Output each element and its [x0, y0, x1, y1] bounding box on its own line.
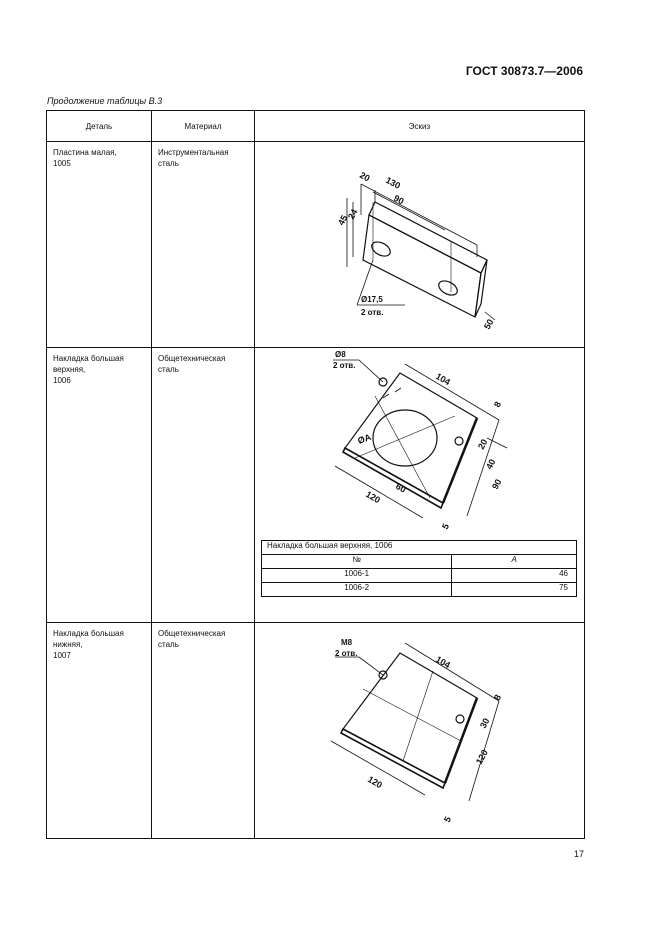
variant-a-value: 75	[452, 583, 577, 597]
hole-diameter: Ø8	[335, 350, 346, 359]
sketch-cell	[255, 142, 585, 348]
dim-30: 30	[477, 716, 492, 730]
dim-40: 40	[483, 457, 498, 471]
standard-number: ГОСТ 30873.7—2006	[465, 64, 583, 78]
material-cell	[152, 623, 255, 839]
dim-120-vertical: 120	[473, 747, 490, 766]
material-line: Общетехническая	[158, 629, 226, 638]
dim-104: 104	[434, 654, 453, 671]
dim-5: 5	[441, 814, 454, 824]
table-row	[262, 569, 577, 583]
plate-small-sketch	[255, 142, 585, 347]
plate-large-lower-sketch	[255, 623, 585, 837]
dim-120: 120	[364, 489, 383, 506]
detail-cell	[47, 348, 152, 623]
variants-table-title: Накладка большая верхняя, 1006	[262, 541, 577, 555]
detail-line: Накладка большая	[53, 354, 124, 363]
variant-id: 1006-2	[262, 583, 452, 597]
dim-5: 5	[439, 521, 452, 531]
hole-count: 2 отв.	[335, 649, 358, 658]
detail-line: 1005	[53, 159, 71, 168]
table-row	[47, 348, 585, 623]
detail-cell	[47, 142, 152, 348]
material-line: Общетехническая	[158, 354, 226, 363]
sketch-cell	[255, 623, 585, 839]
table-row	[47, 142, 585, 348]
detail-line: нижняя,	[53, 640, 83, 649]
dim-104: 104	[434, 371, 453, 388]
material-line: сталь	[158, 640, 179, 649]
table-caption: Продолжение таблицы В.3	[47, 96, 163, 106]
dim-120-horizontal: 120	[366, 774, 385, 791]
variants-header-a: A	[452, 555, 577, 569]
material-cell	[152, 142, 255, 348]
material-cell	[152, 348, 255, 623]
col-sketch: Эскиз	[255, 111, 585, 142]
detail-line: верхняя,	[53, 365, 86, 374]
dim-20: 20	[475, 437, 490, 451]
table-row	[262, 583, 577, 597]
col-material: Материал	[152, 111, 255, 142]
dim-90: 90	[489, 477, 504, 491]
table-row	[47, 623, 585, 839]
variant-id: 1006-1	[262, 569, 452, 583]
thread-size: М8	[341, 638, 353, 647]
detail-line: 1006	[53, 376, 71, 385]
dim-diameter-a: ØA	[356, 431, 373, 446]
hole-count: 2 отв.	[361, 308, 384, 317]
detail-cell	[47, 623, 152, 839]
material-line: сталь	[158, 365, 179, 374]
variants-header-number: №	[262, 555, 452, 569]
header-row	[47, 111, 585, 142]
variants-table	[261, 540, 577, 597]
dim-8: 8	[491, 399, 504, 409]
material-line: сталь	[158, 159, 179, 168]
detail-line: Накладка большая	[53, 629, 124, 638]
dim-20: 20	[358, 169, 372, 184]
dim-45: 45	[335, 213, 350, 227]
material-line: Инструментальная	[158, 148, 229, 157]
detail-line: Пластина малая,	[53, 148, 117, 157]
dim-50: 50	[481, 317, 496, 331]
sketch-cell	[255, 348, 585, 623]
plate-large-upper-sketch	[255, 348, 585, 540]
dim-90: 90	[392, 192, 406, 207]
variant-a-value: 46	[452, 569, 577, 583]
dim-60: 60	[394, 481, 408, 495]
dim-24: 24	[345, 207, 360, 221]
col-detail: Деталь	[47, 111, 152, 142]
hole-count: 2 отв.	[333, 361, 356, 370]
hole-diameter: Ø17,5	[361, 295, 383, 304]
page-number: 17	[573, 849, 584, 859]
dim-130: 130	[384, 174, 403, 191]
detail-line: 1007	[53, 651, 71, 660]
parts-table	[46, 110, 585, 839]
dim-8: 8	[491, 692, 504, 702]
